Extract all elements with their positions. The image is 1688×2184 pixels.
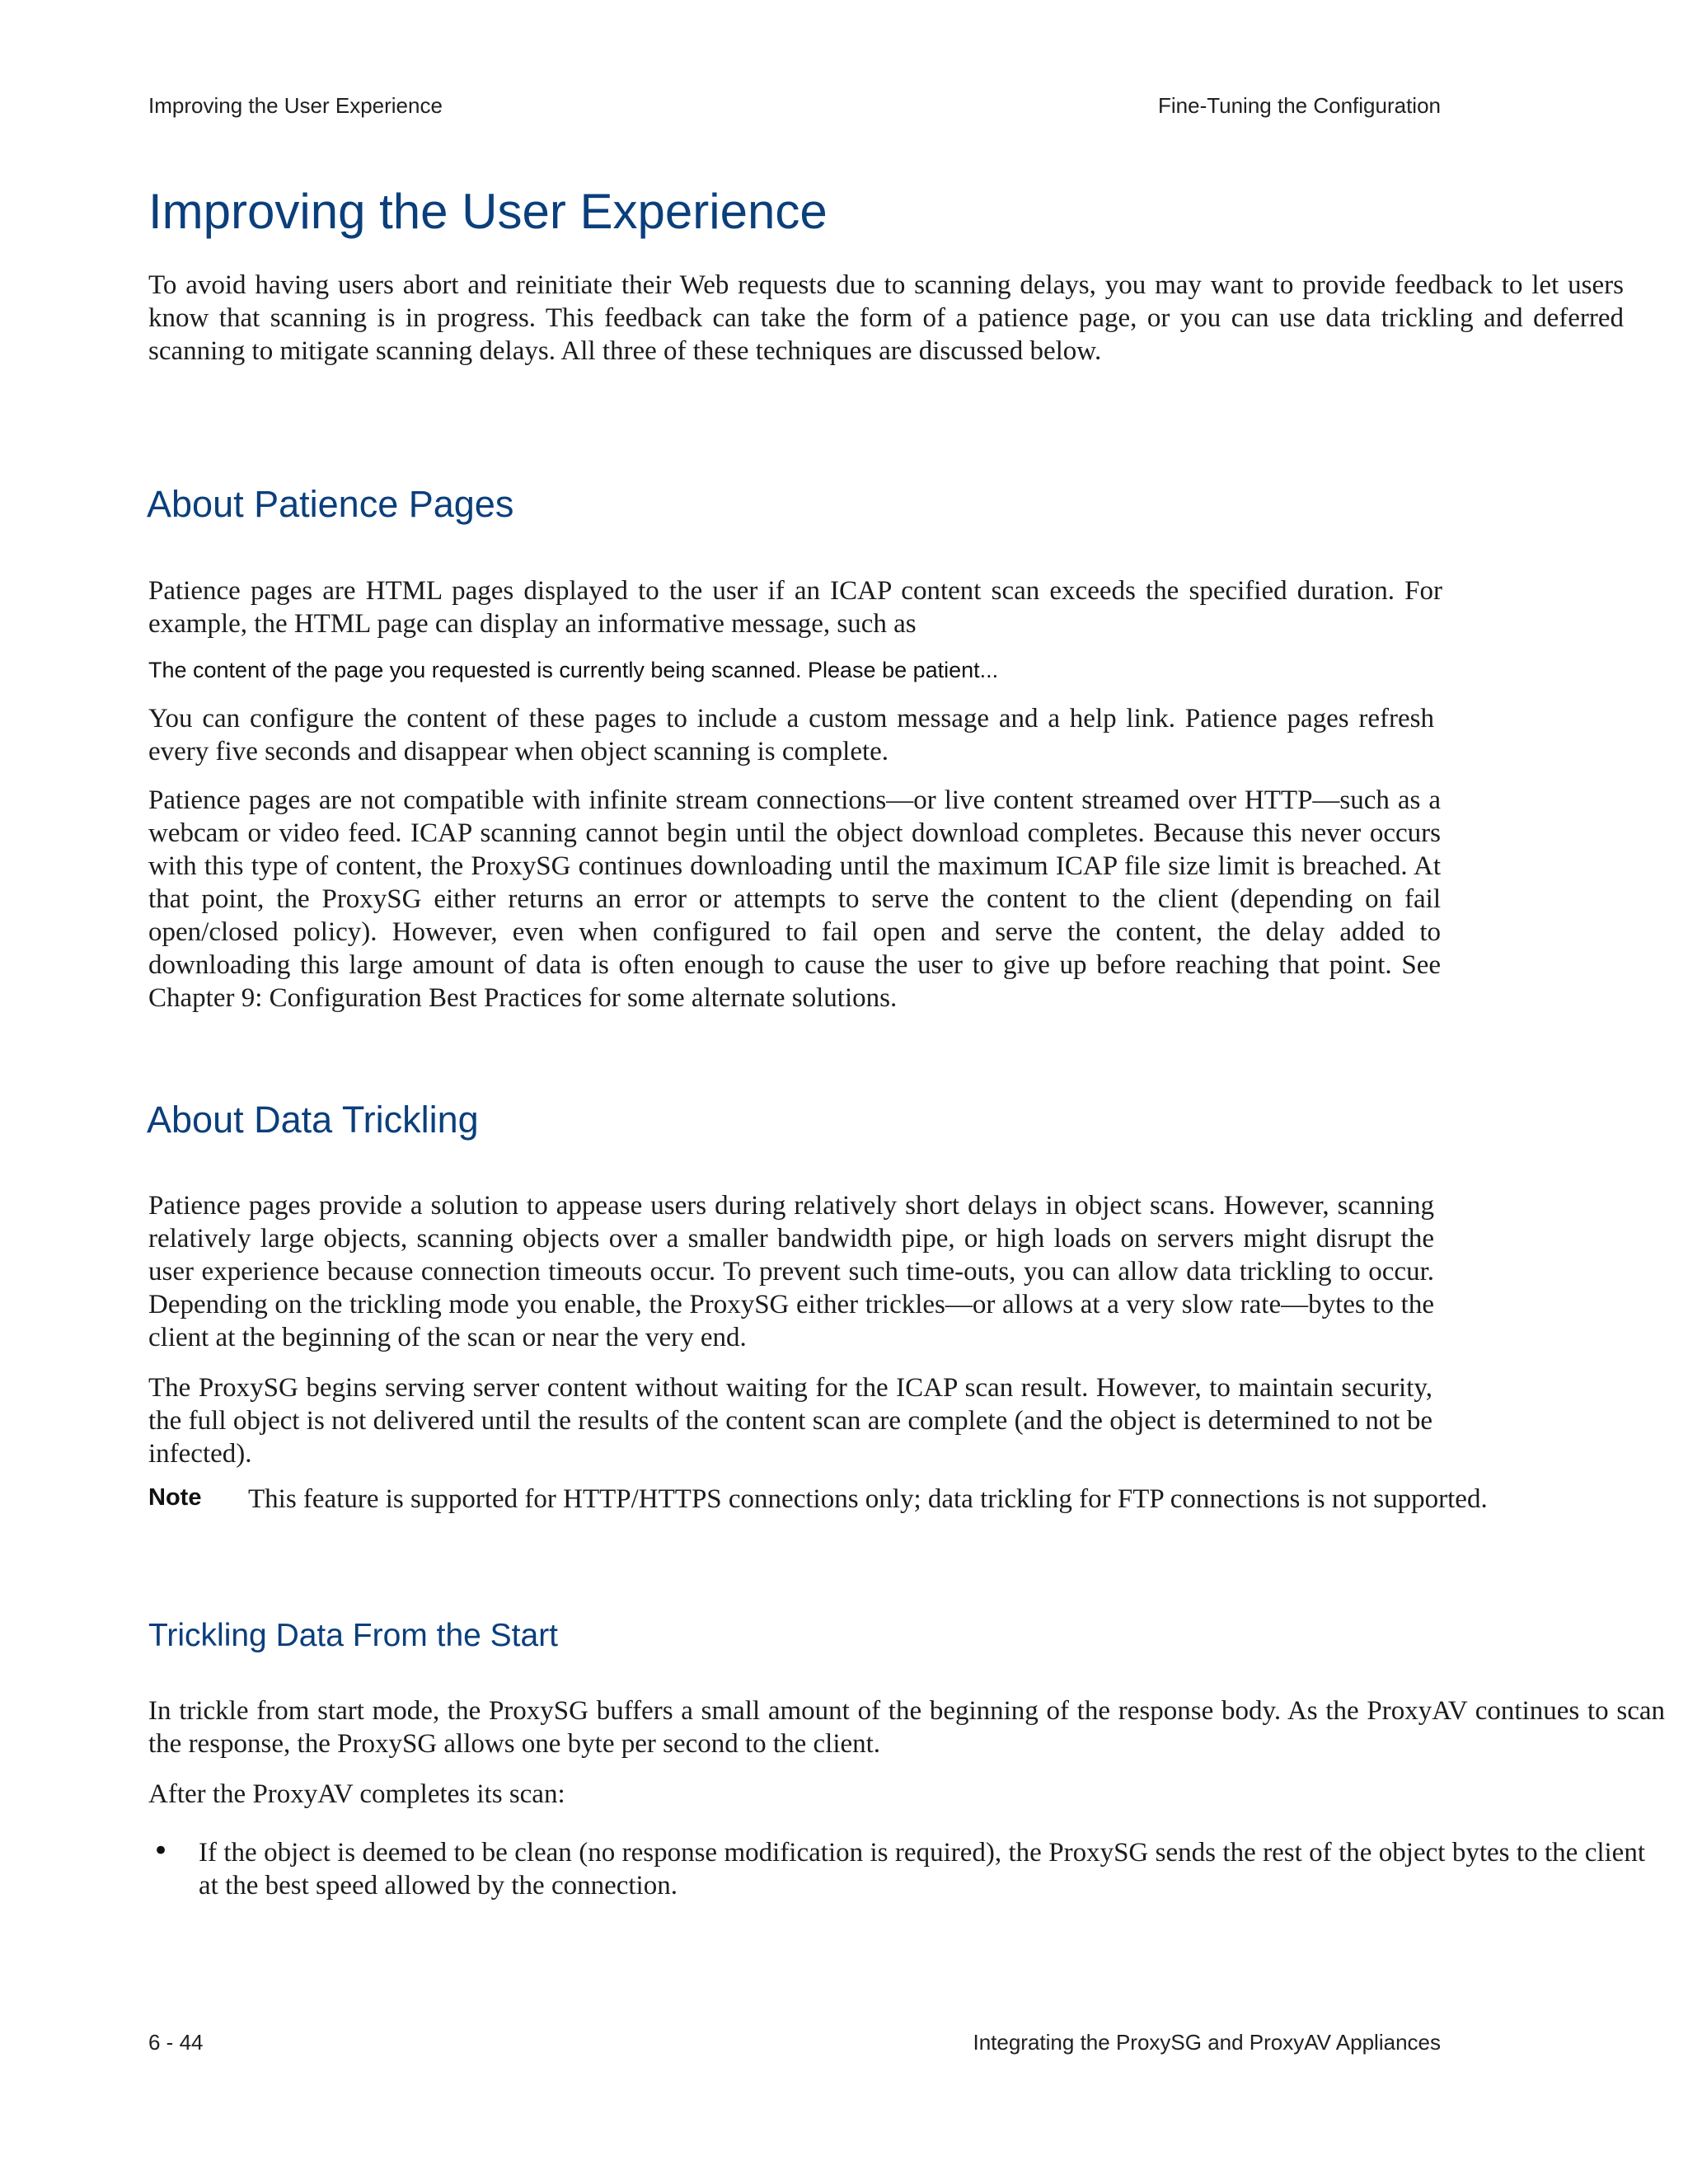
note-text: This feature is supported for HTTP/HTTPS connections only; data trickling for FTP connections is not supported. <box>248 1484 1488 1514</box>
patience-paragraph-2: You can configure the content of these pages to include a custom message and a help link. Patience pages refresh every five seconds and disappear when object scanning is complete. <box>148 704 1434 766</box>
patience-sample-message: The content of the page you requested is currently being scanned. Please be patient... <box>148 658 999 682</box>
bullet-item-1: If the object is deemed to be clean (no response modification is required), the ProxySG sends the rest of the object bytes to the client at the best speed allowed by the connection. <box>199 1838 1645 1900</box>
footer-book-title: Integrating the ProxySG and ProxyAV Appliances <box>973 2030 1441 2055</box>
from-start-paragraph-2: After the ProxyAV completes its scan: <box>148 1779 565 1809</box>
trickling-paragraph-1: Patience pages provide a solution to appease users during relatively short delays in object scans. However, scanning relatively large objects, scanning objects over a smaller bandwidth pipe, or high loads on servers might disrupt the user experience because connection timeouts occur. To prevent such time-outs, you can allow data trickling to occur. Depending on the trickling mode you enable, the ProxySG either trickles—or allows at a very slow rate—bytes to the client at the beginning of the scan or near the very end. <box>148 1191 1434 1352</box>
running-header-left: Improving the User Experience <box>148 93 443 118</box>
heading-trickling-from-start: Trickling Data From the Start <box>148 1618 559 1653</box>
from-start-paragraph-1: In trickle from start mode, the ProxySG buffers a small amount of the beginning of the response body. As the ProxyAV continues to scan the response, the ProxySG allows one byte per second to the client. <box>148 1696 1665 1759</box>
heading-patience-pages: About Patience Pages <box>147 483 514 525</box>
patience-paragraph-1: Patience pages are HTML pages displayed to the user if an ICAP content scan exceeds the specified duration. For example, the HTML page can display an informative message, such as <box>148 576 1442 639</box>
running-header-right: Fine-Tuning the Configuration <box>1157 93 1441 118</box>
heading-data-trickling: About Data Trickling <box>147 1099 479 1141</box>
page-title: Improving the User Experience <box>148 184 828 239</box>
trickling-paragraph-2: The ProxySG begins serving server content without waiting for the ICAP scan result. However, to maintain security, the full object is not delivered until the results of the content scan are complete (and the object is determined to not be infected). <box>148 1373 1432 1469</box>
bullet-icon: • <box>152 1835 170 1868</box>
footer-page-number: 6 - 44 <box>148 2030 204 2055</box>
note-label: Note <box>148 1484 202 1511</box>
intro-paragraph: To avoid having users abort and reinitiate their Web requests due to scanning delays, you may want to provide feedback to let users know that scanning is in progress. This feedback can take the form of a patience page, or you can use data trickling and deferred scanning to mitigate scanning delays. All three of these techniques are discussed below. <box>148 270 1624 366</box>
patience-paragraph-3: Patience pages are not compatible with infinite stream connections—or live content streamed over HTTP—such as a webcam or video feed. ICAP scanning cannot begin until the object download completes. Because this never occurs with this type of content, the ProxySG continues downloading until the maximum ICAP file size limit is breached. At that point, the ProxySG either returns an error or attempts to serve the content to the client (depending on fail open/closed policy). However, even when configured to fail open and serve the content, the delay added to downloading this large amount of data is often enough to cause the user to give up before reaching that point. See Chapter 9: Configuration Best Practices for some alternate solutions. <box>148 785 1441 1013</box>
